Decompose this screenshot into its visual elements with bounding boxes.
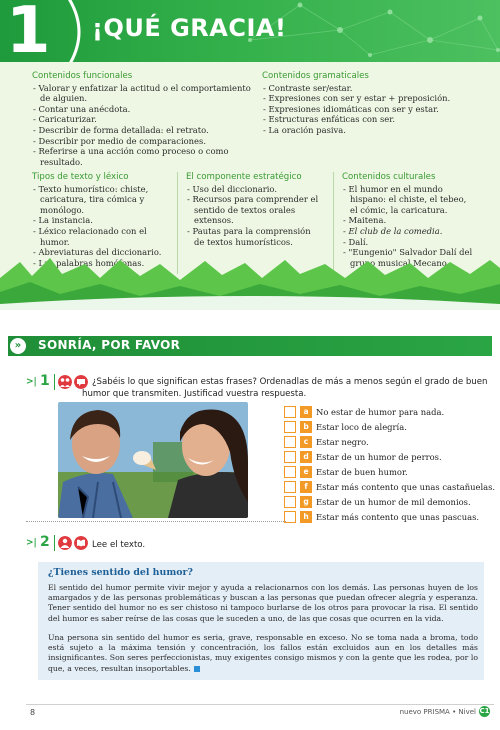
contents-functional xyxy=(32,71,252,167)
activity1-instruction xyxy=(82,376,492,400)
option-letter: b xyxy=(300,421,312,433)
list-item: - Expresiones con ser y estar + preposición. xyxy=(263,93,451,104)
level-badge: C1 xyxy=(479,707,490,715)
reading-paragraph-1: El sentido del humor permite vivir mejor y ayuda a relacionarnos con los demás. Las personas huyen de los amargados y de las personas problemáticas y buscan a las personas que puedan ofrecer alegría y esperanza. Tener sentido del humor no es ser chistoso ni tampoco burlarse de los otros para provocar la risa. El sentido del humor es saber reírse de las cosas que le suceden a uno, de las que cosas que ocurren en la vida. xyxy=(48,583,478,623)
list-item: - Texto humorístico: chiste, xyxy=(33,183,149,194)
contents-grammar xyxy=(262,71,492,136)
contents-strategic-heading: El componente estratégico xyxy=(186,172,302,182)
answer-checkbox[interactable] xyxy=(284,436,296,448)
option-letter: h xyxy=(300,511,312,523)
answer-checkbox[interactable] xyxy=(284,481,296,493)
answer-checkbox[interactable] xyxy=(284,496,296,508)
option-letter: d xyxy=(300,451,312,463)
list-item: - Léxico relacionado con el humor. xyxy=(33,225,147,247)
reading-title: ¿Tienes sentido del humor? xyxy=(48,567,193,578)
activity-separator xyxy=(54,535,55,551)
contents-strategic xyxy=(186,172,331,247)
list-item: - Maitena. xyxy=(343,215,387,226)
option-text: Estar más contento que unas pascuas. xyxy=(316,512,480,522)
activity-separator xyxy=(54,374,55,390)
list-item: - Uso del diccionario. xyxy=(187,183,277,194)
list-item: - Referirse a una acción como proceso o como resultado. xyxy=(33,146,229,167)
answer-checkbox[interactable] xyxy=(284,466,296,478)
page-number: 8 xyxy=(30,708,36,717)
option-text: No estar de humor para nada. xyxy=(316,407,445,417)
option-letter: g xyxy=(300,496,312,508)
unit-title: ¡QUÉ GRACIA! xyxy=(92,14,287,42)
list-item: - Contar una anécdota. xyxy=(33,103,131,114)
list-item: - La oración pasiva. xyxy=(263,124,346,135)
list-item: - Recursos para comprender el xyxy=(187,194,319,205)
laughing-couple-photo xyxy=(58,402,248,518)
list-item: - Caricaturizar. xyxy=(33,114,97,125)
option-letter: f xyxy=(300,481,312,493)
list-item: - Las palabras homófonas. xyxy=(33,257,145,268)
speech-icon xyxy=(74,375,88,389)
footer-brand: nuevo PRISMA • Nivel xyxy=(399,708,476,716)
list-item: sentido de textos orales extensos. xyxy=(194,204,296,226)
option-text: Estar más contento que unas castañuelas. xyxy=(316,482,496,492)
list-item: - El humor en el mundo xyxy=(343,183,443,194)
list-item: - Valorar y enfatizar la actitud o el comportamiento xyxy=(33,82,251,93)
option-text: Estar de buen humor. xyxy=(316,467,408,477)
reading-paragraph-2-text: Una persona sin sentido del humor es seria, grave, responsable en exceso. No se toma nada a broma, todo está sujeto a la máxima tensión y concentración, los fallos están excluidos aun en los detalles más insignificantes. Son seres perfeccionistas, muy exigentes consigo mismos y con la gente que les rodea, por lo que, a veces, resultan insoportables. xyxy=(48,633,478,673)
dotted-divider xyxy=(26,521,286,522)
option-text: Estar de un humor de mil demonios. xyxy=(316,497,471,507)
list-item: de textos humorísticos. xyxy=(194,236,293,247)
activity-number: 1 xyxy=(40,373,50,389)
reading-text-box xyxy=(38,562,484,680)
pair-work-icon xyxy=(58,536,72,550)
answer-checkbox[interactable] xyxy=(284,451,296,463)
list-item: - Abreviaturas del diccionario. xyxy=(33,247,162,258)
option-letter: a xyxy=(300,406,312,418)
list-item: - Contraste ser/estar. xyxy=(263,82,353,93)
activity-marker-icon: >| xyxy=(26,538,37,548)
reading-paragraph-2 xyxy=(48,633,478,674)
contents-cultural-heading: Contenidos culturales xyxy=(342,172,436,182)
unit-number: 1 xyxy=(6,0,51,62)
footer-line xyxy=(26,704,494,705)
section-title: SONRÍA, POR FAVOR xyxy=(38,338,181,352)
unit-number-arc-decoration xyxy=(62,0,92,62)
list-item: - "Eungenio" Salvador Dalí del xyxy=(343,247,473,258)
contents-cultural xyxy=(342,172,492,268)
list-item: - Estructuras enfáticas con ser. xyxy=(263,114,395,125)
list-item: - Expresiones idiomáticas con ser y estar. xyxy=(263,103,439,114)
activity-marker-icon: >| xyxy=(26,377,37,387)
contents-text-types xyxy=(32,172,174,268)
activity-number: 2 xyxy=(40,534,50,550)
group-work-icon xyxy=(58,375,72,389)
activity2-instruction: Lee el texto. xyxy=(92,540,146,550)
section-header xyxy=(8,336,492,356)
instruction-line: ¿Sabéis lo que significan estas frases? Ordenadlas de más a menos según el grado de buen xyxy=(92,377,488,387)
option-letter: c xyxy=(300,436,312,448)
list-item: - El club de la comedia. xyxy=(343,225,443,236)
option-text: Estar de un humor de perros. xyxy=(316,452,442,462)
answer-checkbox[interactable] xyxy=(284,406,296,418)
end-of-text-icon xyxy=(194,666,200,672)
instruction-line: humor que transmiten. Justificad vuestra respuesta. xyxy=(82,389,307,399)
double-chevron-icon: » xyxy=(10,338,26,354)
grass-decoration xyxy=(0,258,500,310)
contents-grammar-heading: Contenidos gramaticales xyxy=(262,71,369,81)
list-item: hispano: el chiste, el tebeo, xyxy=(350,194,467,205)
option-letter: e xyxy=(300,466,312,478)
answer-checkbox[interactable] xyxy=(284,421,296,433)
option-text: Estar negro. xyxy=(316,437,369,447)
list-item: - Describir por medio de comparaciones. xyxy=(33,135,206,146)
contents-text-types-heading: Tipos de texto y léxico xyxy=(32,172,129,182)
list-item: - Dalí. xyxy=(343,236,369,247)
contents-functional-heading: Contenidos funcionales xyxy=(32,71,133,81)
list-item: - Pautas para la comprensión xyxy=(187,225,311,236)
list-item: el cómic, la caricatura. xyxy=(350,204,448,215)
list-item: - Describir de forma detallada: el retrato. xyxy=(33,124,209,135)
reading-icon xyxy=(74,536,88,550)
option-text: Estar loco de alegría. xyxy=(316,422,407,432)
list-item: - La instancia. xyxy=(33,215,93,226)
list-item: caricatura, tira cómica y monólogo. xyxy=(40,194,145,215)
unit-header xyxy=(0,0,500,62)
list-item: de alguien. xyxy=(40,93,88,104)
list-item: grupo musical Mecano. xyxy=(350,257,450,268)
